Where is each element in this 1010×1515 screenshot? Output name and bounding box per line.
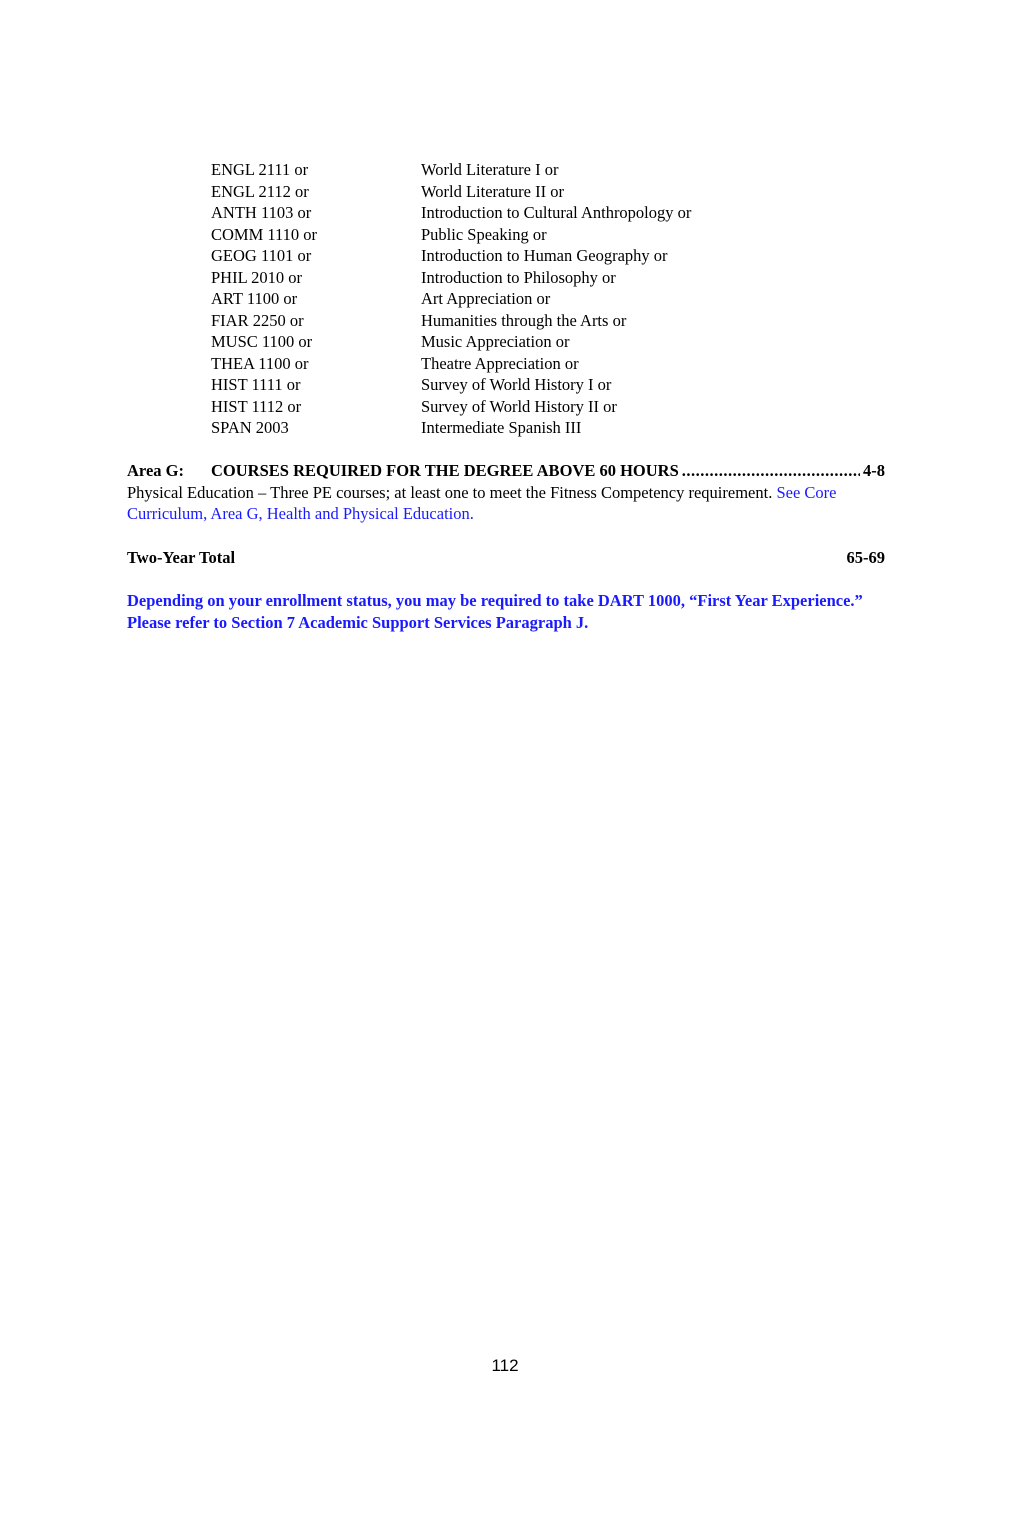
- course-row: [211, 417, 691, 439]
- course-code: GEOG 1101 or: [211, 246, 312, 265]
- area-g-reference-link[interactable]: See Core Curriculum, Area G, Health and Physical Education.: [127, 482, 837, 523]
- course-title: Art Appreciation or: [421, 289, 551, 308]
- course-title: Survey of World History I or: [421, 375, 612, 394]
- course-title: Intermediate Spanish III: [421, 418, 582, 437]
- course-code: ENGL 2111 or: [211, 160, 309, 179]
- course-row: [211, 331, 691, 353]
- course-title: Survey of World History II or: [421, 396, 617, 416]
- area-g-title: COURSES REQUIRED FOR THE DEGREE ABOVE 60 HOURS: [211, 461, 679, 480]
- course-row: [211, 159, 691, 181]
- area-g-section: [127, 460, 885, 525]
- course-code: MUSC 1100 or: [211, 332, 313, 351]
- area-g-label: Area G:: [127, 461, 184, 480]
- course-title: World Literature II or: [421, 181, 564, 201]
- course-title: Public Speaking or: [421, 224, 547, 244]
- course-code: THEA 1100 or: [211, 353, 309, 373]
- area-g-hours: 4-8: [863, 461, 885, 480]
- course-code: ART 1100 or: [211, 289, 298, 308]
- course-title: Theatre Appreciation or: [421, 353, 579, 373]
- total-value: 65-69: [846, 548, 885, 567]
- course-row: [211, 353, 691, 375]
- two-year-total-row: [127, 547, 885, 569]
- enrollment-note: Depending on your enrollment status, you may be required to take DART 1000, “First Year Experience.” Please refer to Section 7 Academic Support Services Paragraph J.: [127, 591, 863, 632]
- area-g-description: [127, 482, 885, 525]
- course-title: Introduction to Philosophy or: [421, 267, 616, 287]
- page-number: 112: [491, 1356, 519, 1375]
- course-row: [211, 267, 691, 289]
- area-g-heading: [127, 460, 885, 482]
- course-row: [211, 181, 691, 203]
- course-code: ENGL 2112 or: [211, 181, 309, 201]
- course-row: [211, 310, 691, 332]
- course-code: HIST 1112 or: [211, 396, 302, 416]
- course-title: Introduction to Cultural Anthropology or: [421, 203, 692, 222]
- course-row: [211, 224, 691, 246]
- course-row: [211, 374, 691, 396]
- course-code: PHIL 2010 or: [211, 267, 303, 287]
- course-list: [211, 159, 691, 439]
- course-title: Music Appreciation or: [421, 332, 570, 351]
- course-row: [211, 202, 691, 224]
- course-code: HIST 1111 or: [211, 375, 301, 394]
- area-g-desc-text: Physical Education – Three PE courses; at least one to meet the Fitness Competency requirement.: [127, 482, 777, 502]
- dot-leader: [682, 460, 860, 482]
- course-row: [211, 288, 691, 310]
- course-title: Introduction to Human Geography or: [421, 246, 668, 265]
- total-label: Two-Year Total: [127, 548, 236, 567]
- course-code: ANTH 1103 or: [211, 203, 312, 222]
- course-code: SPAN 2003: [211, 418, 289, 437]
- course-title: Humanities through the Arts or: [421, 310, 627, 330]
- course-row: [211, 245, 691, 267]
- course-code: FIAR 2250 or: [211, 310, 304, 330]
- course-code: COMM 1110 or: [211, 224, 318, 244]
- course-title: World Literature I or: [421, 160, 559, 179]
- course-row: [211, 396, 691, 418]
